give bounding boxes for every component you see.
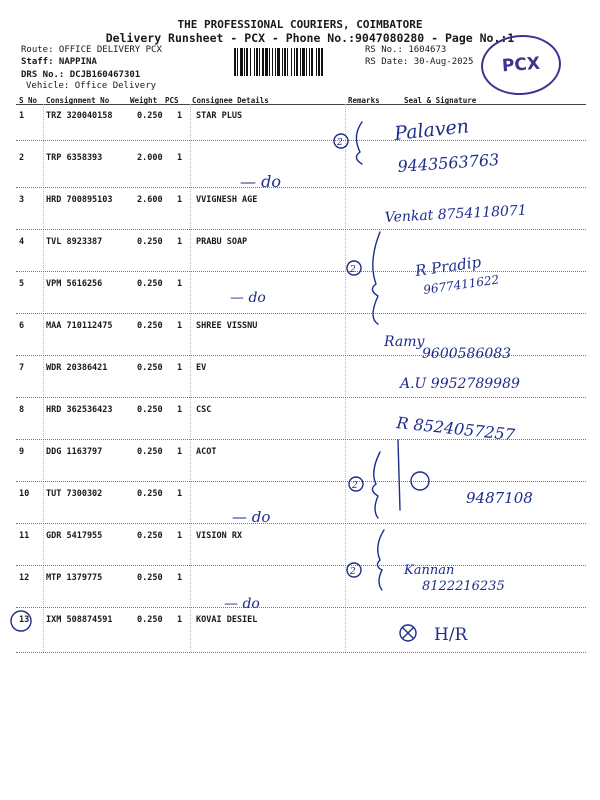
row-pcs: 1: [177, 111, 183, 121]
row-consignment: TUT 7300302: [46, 489, 103, 499]
row-consignment: TVL 8923387: [46, 237, 103, 247]
vehicle-label: Vehicle: Office Delivery: [26, 81, 157, 91]
brace-mark: [356, 122, 362, 164]
row-weight: 0.250: [137, 489, 163, 499]
row-consignment: GDR 5417955: [46, 531, 103, 541]
phone-row-6: 9600586083: [422, 346, 512, 362]
row-weight: 0.250: [137, 615, 163, 625]
row-13-circle-mark: [11, 611, 31, 631]
row-consignment: DDG 1163797: [46, 447, 103, 457]
row-weight: 2.600: [137, 195, 163, 205]
circled-2-text: 2: [350, 265, 356, 275]
row-consignment: TRZ 320040158: [46, 111, 113, 121]
col-weight: Weight: [130, 96, 158, 105]
signature-row-3: Venkat 8754118071: [384, 202, 528, 226]
x-mark: [403, 628, 413, 638]
row-pcs: 1: [177, 321, 183, 331]
rs-date: RS Date: 30-Aug-2025: [365, 57, 474, 67]
row-weight: 0.250: [137, 405, 163, 415]
row-pcs: 1: [177, 279, 183, 289]
row-pcs: 1: [177, 615, 183, 625]
row-weight: 0.250: [137, 321, 163, 331]
row-consignment: IXM 508874591: [46, 615, 113, 625]
row-sno: 2: [19, 153, 25, 163]
staff-label: Staff: NAPPINA: [21, 57, 97, 67]
row-pcs: 1: [177, 573, 183, 583]
remark-row-13: H/R: [434, 625, 468, 645]
signature-row-4: R Pradip: [414, 252, 483, 280]
row-sno: 8: [19, 405, 25, 415]
row-pcs: 1: [177, 489, 183, 499]
signature-row-8: R 8524057257: [395, 413, 516, 445]
row-consignment: HRD 700895103: [46, 195, 113, 205]
row-pcs: 1: [177, 237, 183, 247]
row-weight: 0.250: [137, 573, 163, 583]
rs-number: RS No.: 1604673: [365, 45, 447, 55]
ditto-row-2: — do: [240, 172, 281, 191]
ditto-row-5: — do: [230, 290, 266, 306]
row-weight: 0.250: [137, 237, 163, 247]
row-weight: 0.250: [137, 111, 163, 121]
circled-2-text: 2: [337, 138, 343, 148]
signature-row-1: Palaven: [393, 115, 471, 145]
row-consignee: VISION RX: [196, 531, 243, 541]
row-consignment: VPM 5616256: [46, 279, 103, 289]
row-pcs: 1: [177, 405, 183, 415]
ink-stroke: [398, 440, 400, 510]
drs-label: DRS No.: DCJB160467301: [21, 70, 141, 80]
col-seal: Seal & Signature: [404, 96, 477, 105]
brace-mark: [377, 530, 384, 590]
row-pcs: 1: [177, 447, 183, 457]
row-consignment: HRD 362536423: [46, 405, 113, 415]
row-sno: 9: [19, 447, 25, 457]
circled-mark: [411, 472, 429, 490]
stamp-text: PCX: [501, 53, 541, 77]
row-consignee: PRABU SOAP: [196, 237, 248, 247]
row-pcs: 1: [177, 531, 183, 541]
phone-row-1: 9443563763: [396, 149, 500, 176]
signature-row-7: A.U 9952789989: [400, 376, 520, 392]
row-pcs: 1: [177, 153, 183, 163]
row-pcs: 1: [177, 363, 183, 373]
row-consignee: SHREE VISSNU: [196, 321, 258, 331]
row-sno: 10: [19, 489, 30, 499]
row-weight: 2.000: [137, 153, 163, 163]
row-consignee: CSC: [196, 405, 212, 415]
col-consignment: Consignment No: [46, 96, 110, 105]
row-consignee: EV: [196, 363, 207, 373]
runsheet-subtitle: Delivery Runsheet - PCX - Phone No.:9047080280 - Page No.:1: [105, 31, 515, 45]
signature-row-11: Kannan: [404, 563, 455, 578]
col-sno: S No: [19, 96, 38, 105]
row-sno: 5: [19, 279, 25, 289]
col-consignee: Consignee Details: [192, 96, 269, 105]
row-sno: 6: [19, 321, 25, 331]
circled-2-text: 2: [352, 481, 358, 491]
row-weight: 0.250: [137, 363, 163, 373]
col-pcs: PCS: [165, 96, 179, 105]
company-title: THE PROFESSIONAL COURIERS, COIMBATORE: [177, 18, 423, 31]
row-sno: 4: [19, 237, 25, 247]
phone-row-11: 8122216235: [422, 579, 505, 594]
row-weight: 0.250: [137, 279, 163, 289]
row-consignee: STAR PLUS: [196, 111, 243, 121]
row-pcs: 1: [177, 195, 183, 205]
row-sno: 7: [19, 363, 25, 373]
route-label: Route: OFFICE DELIVERY PCX: [21, 45, 162, 55]
col-remarks: Remarks: [348, 96, 380, 105]
row-sno: 1: [19, 111, 25, 121]
brace-mark: [372, 232, 380, 324]
circled-2-text: 2: [350, 567, 356, 577]
phone-row-4: 9677411622: [422, 272, 501, 297]
ditto-row-12: — do: [224, 596, 260, 612]
row-consignee: VVIGNESH AGE: [196, 195, 258, 205]
signature-row-6: Ramy: [384, 334, 425, 350]
row-consignment: WDR 20386421: [46, 363, 108, 373]
row-consignee: ACOT: [196, 447, 217, 457]
row-consignment: TRP 6358393: [46, 153, 103, 163]
row-consignee: KOVAI DESIEL: [196, 615, 258, 625]
row-sno: 11: [19, 531, 30, 541]
signature-row-10: 9487108: [466, 489, 533, 507]
brace-mark: [372, 452, 380, 518]
row-weight: 0.250: [137, 447, 163, 457]
ditto-row-10: — do: [232, 508, 271, 526]
row-sno: 13: [19, 615, 30, 625]
row-sno: 3: [19, 195, 25, 205]
row-weight: 0.250: [137, 531, 163, 541]
row-consignment: MTP 1379775: [46, 573, 103, 583]
row-sno: 12: [19, 573, 30, 583]
row-consignment: MAA 710112475: [46, 321, 113, 331]
